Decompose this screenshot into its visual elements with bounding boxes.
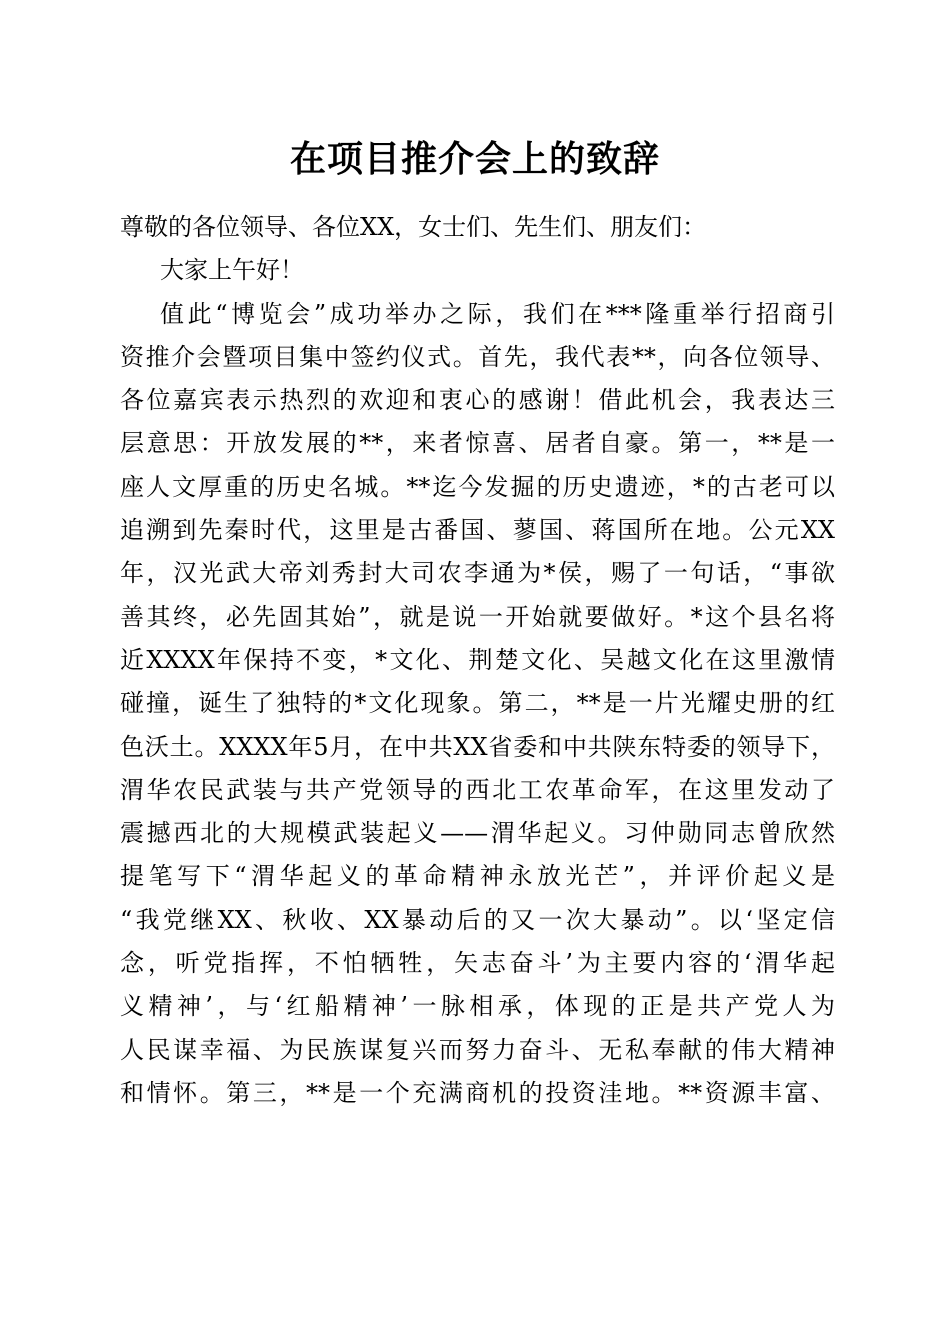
greeting-line: 大家上午好！: [160, 256, 304, 285]
paragraph-line: 义精神’，与‘红船精神’一脉相承，体现的正是共产党人为: [120, 992, 835, 1021]
salutation-line: 尊敬的各位领导、各位XX，女士们、先生们、朋友们：: [120, 213, 707, 241]
paragraph-line: 渭华农民武装与共产党领导的西北工农革命军，在这里发动了: [120, 775, 835, 804]
document-body: [120, 206, 835, 1115]
paragraph-line: 层意思：开放发展的**，来者惊喜、居者自豪。第一，**是一: [120, 429, 835, 458]
paragraph-line: 追溯到先秦时代，这里是古番国、蓼国、蒋国所在地。公元XX: [120, 516, 835, 545]
paragraph-line: 值此“博览会”成功举办之际，我们在***隆重举行招商引: [160, 299, 835, 328]
paragraph-line: 和情怀。第三，**是一个充满商机的投资洼地。**资源丰富、: [120, 1078, 835, 1107]
paragraph-line: 各位嘉宾表示热烈的欢迎和衷心的感谢！借此机会，我表达三: [120, 386, 835, 415]
paragraph-line: 提笔写下“渭华起义的革命精神永放光芒”，并评价起义是: [120, 862, 835, 891]
paragraph-line: “我党继XX、秋收、XX暴动后的又一次大暴动”。以‘坚定信: [120, 905, 835, 934]
paragraph-line: 资推介会暨项目集中签约仪式。首先，我代表**，向各位领导、: [120, 342, 835, 371]
paragraph-line: 善其终，必先固其始”，就是说一开始就要做好。*这个县名将: [120, 602, 835, 631]
paragraph-line: 座人文厚重的历史名城。**迄今发掘的历史遗迹，*的古老可以: [120, 472, 835, 501]
paragraph-line: 色沃土。XXXX年5月，在中共XX省委和中共陕东特委的领导下，: [120, 732, 835, 761]
paragraph-line: 碰撞，诞生了独特的*文化现象。第二，**是一片光耀史册的红: [120, 689, 835, 718]
paragraph-line: 年，汉光武大帝刘秀封大司农李通为*侯，赐了一句话，“事欲: [120, 559, 835, 588]
paragraph-line: 人民谋幸福、为民族谋复兴而努力奋斗、无私奉献的伟大精神: [120, 1035, 835, 1064]
paragraph-line: 念，听党指挥，不怕牺牲，矢志奋斗’为主要内容的‘渭华起: [120, 949, 835, 978]
paragraph-line: 震撼西北的大规模武装起义——渭华起义。习仲勋同志曾欣然: [120, 819, 835, 848]
document-title: 在项目推介会上的致辞: [289, 138, 660, 180]
paragraph-line: 近XXXX年保持不变，*文化、荆楚文化、吴越文化在这里激情: [120, 645, 835, 674]
